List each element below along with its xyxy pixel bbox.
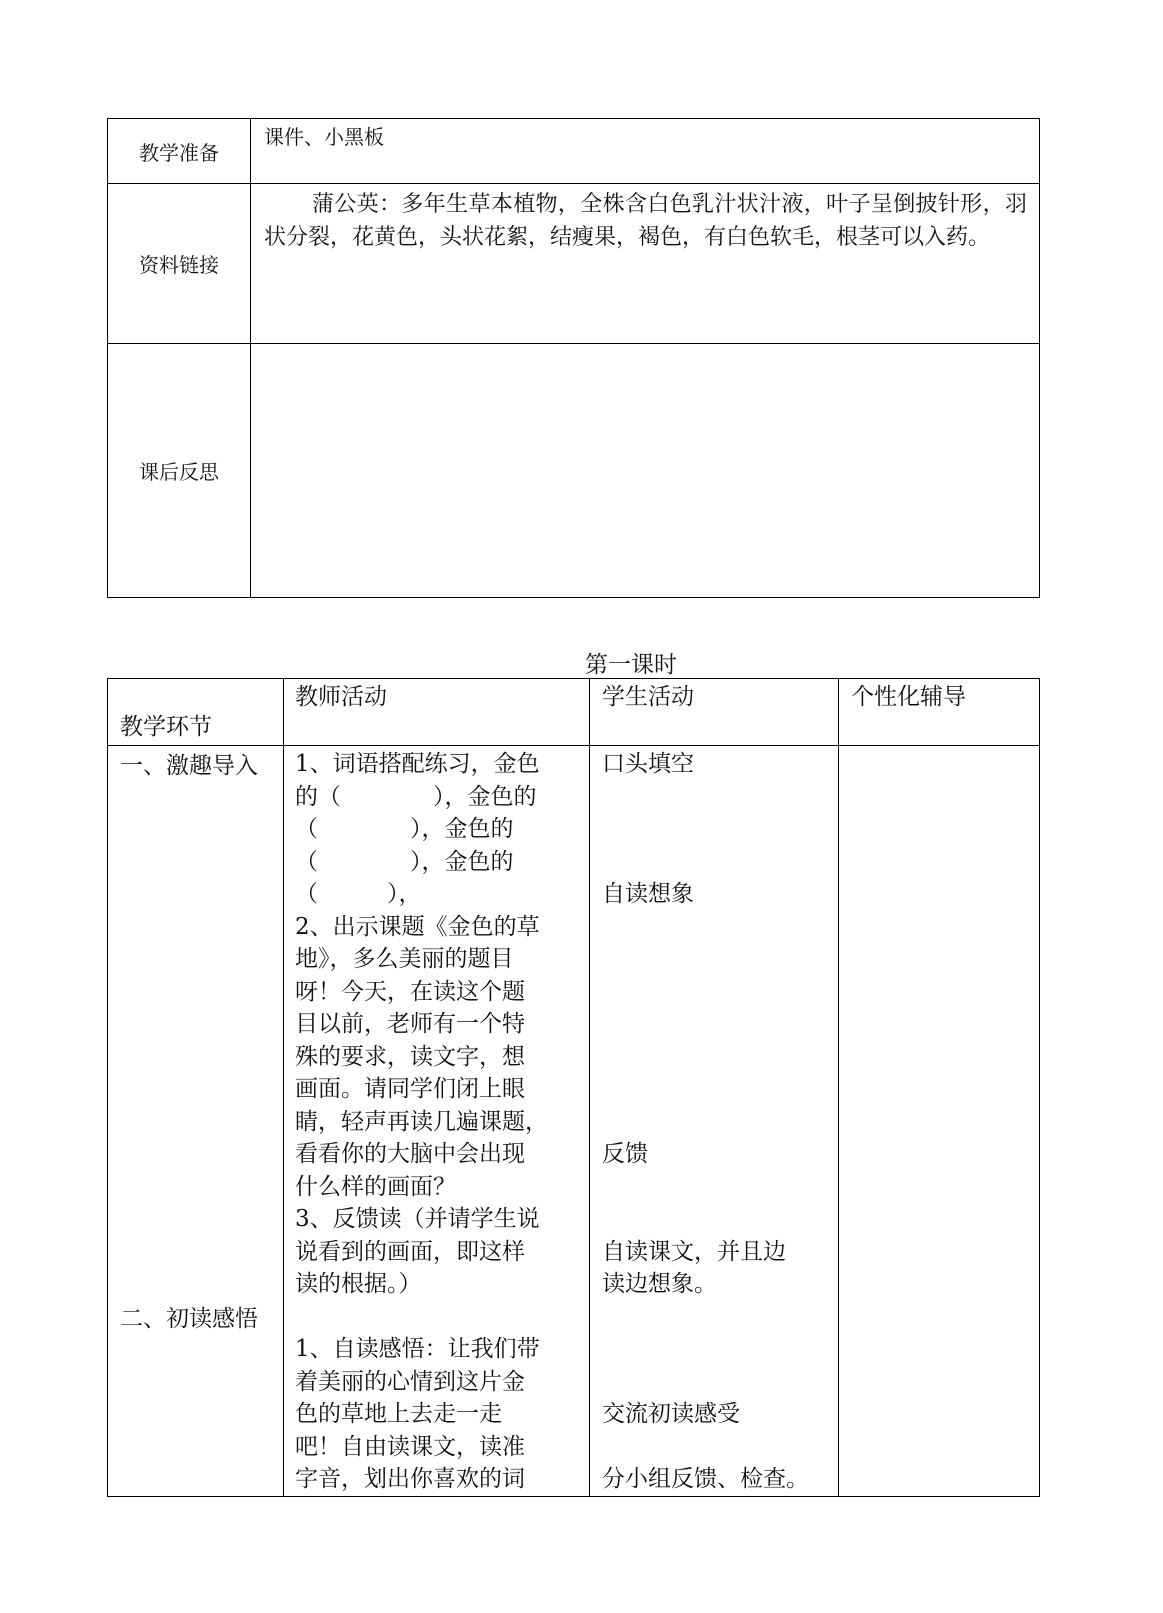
header-guidance: 个性化辅导 xyxy=(839,679,1040,746)
student-line xyxy=(602,911,828,944)
stage-2: 二、初读感悟 xyxy=(120,1305,258,1332)
student-line xyxy=(602,1203,828,1236)
teacher-line: 目以前，老师有一个特 xyxy=(295,1011,525,1037)
teacher-line: 吧！自由读课文，读准 xyxy=(295,1433,525,1460)
teacher-line: 地》，多么美丽的题目 xyxy=(295,946,514,972)
student-line xyxy=(602,1333,828,1366)
header-teacher: 教师活动 xyxy=(284,679,590,746)
header-student: 学生活动 xyxy=(590,679,839,746)
teacher-line: 着美丽的心情到这片金 xyxy=(295,1368,525,1395)
teacher-line: 1、词语搭配练习，金色 xyxy=(295,751,540,777)
student-line: 口头填空 xyxy=(602,751,694,777)
header-stage xyxy=(108,679,284,746)
teacher-line: 睛，轻声再读几遍课题， xyxy=(295,1108,548,1135)
teacher-line: （ ），金色的 xyxy=(295,848,514,875)
student-line xyxy=(602,781,828,814)
header-stage-label: 教学环节 xyxy=(120,713,212,740)
lesson-heading: 第一课时 xyxy=(585,652,677,678)
student-line xyxy=(602,1008,828,1041)
link-label: 资料链接 xyxy=(108,184,251,344)
teacher-cell xyxy=(284,746,590,1497)
student-line xyxy=(602,846,828,879)
teacher-line: 呀！今天，在读这个题 xyxy=(295,978,525,1005)
teacher-line: 说看到的画面，即这样 xyxy=(295,1238,525,1265)
prep-label: 教学准备 xyxy=(108,119,251,184)
student-line: 自读课文，并且边 xyxy=(602,1238,786,1265)
teacher-line: 的（ ），金色的 xyxy=(295,783,537,810)
lesson-table xyxy=(107,678,1040,1497)
student-line xyxy=(602,1041,828,1074)
student-line xyxy=(602,1366,828,1399)
student-line: 分小组反馈、检查。 xyxy=(602,1466,809,1492)
student-cell xyxy=(590,746,839,1497)
guidance-cell xyxy=(839,746,1040,1497)
link-value: 蒲公英：多年生草本植物，全株含白色乳汁状汁液，叶子呈倒披针形，羽状分裂，花黄色，头状花絮，结瘦果，褐色，有白色软毛，根茎可以入药。 xyxy=(251,184,1040,344)
student-line xyxy=(602,1073,828,1106)
teacher-line: 殊的要求，读文字，想 xyxy=(295,1043,525,1070)
teacher-line: 看看你的大脑中会出现 xyxy=(295,1141,525,1167)
teacher-line: （ ）， xyxy=(295,881,422,907)
student-line xyxy=(602,943,828,976)
student-line xyxy=(602,976,828,1009)
student-line: 读边想象。 xyxy=(602,1271,717,1297)
stage-1: 一、激趣导入 xyxy=(120,753,258,779)
teacher-line: 3、反馈读（并请学生说 xyxy=(295,1206,540,1232)
teacher-line: 读的根据。） xyxy=(295,1271,422,1297)
reflect-value xyxy=(251,344,1040,598)
teacher-line: 2、出示课题《金色的草 xyxy=(295,913,540,940)
teacher-line: 1、自读感悟：让我们带 xyxy=(295,1336,540,1362)
student-line xyxy=(602,1106,828,1139)
teacher-line xyxy=(295,1301,577,1334)
reflect-label: 课后反思 xyxy=(108,344,251,598)
teacher-line: （ ），金色的 xyxy=(295,816,514,842)
teacher-line: 画面。请同学们闭上眼 xyxy=(295,1076,525,1102)
info-table xyxy=(107,118,1040,598)
stage-cell xyxy=(108,746,284,1497)
student-line: 反馈 xyxy=(602,1141,648,1167)
teacher-line: 什么样的画面？ xyxy=(295,1173,456,1200)
student-line: 交流初读感受 xyxy=(602,1401,740,1427)
student-line xyxy=(602,1301,828,1334)
student-line xyxy=(602,813,828,846)
teacher-line: 字音，划出你喜欢的词 xyxy=(295,1466,525,1492)
prep-value: 课件、小黑板 xyxy=(251,119,1040,184)
student-line: 自读想象 xyxy=(602,881,694,907)
teacher-line: 色的草地上去走一走 xyxy=(295,1401,502,1427)
student-line xyxy=(602,1431,828,1464)
student-line xyxy=(602,1171,828,1204)
